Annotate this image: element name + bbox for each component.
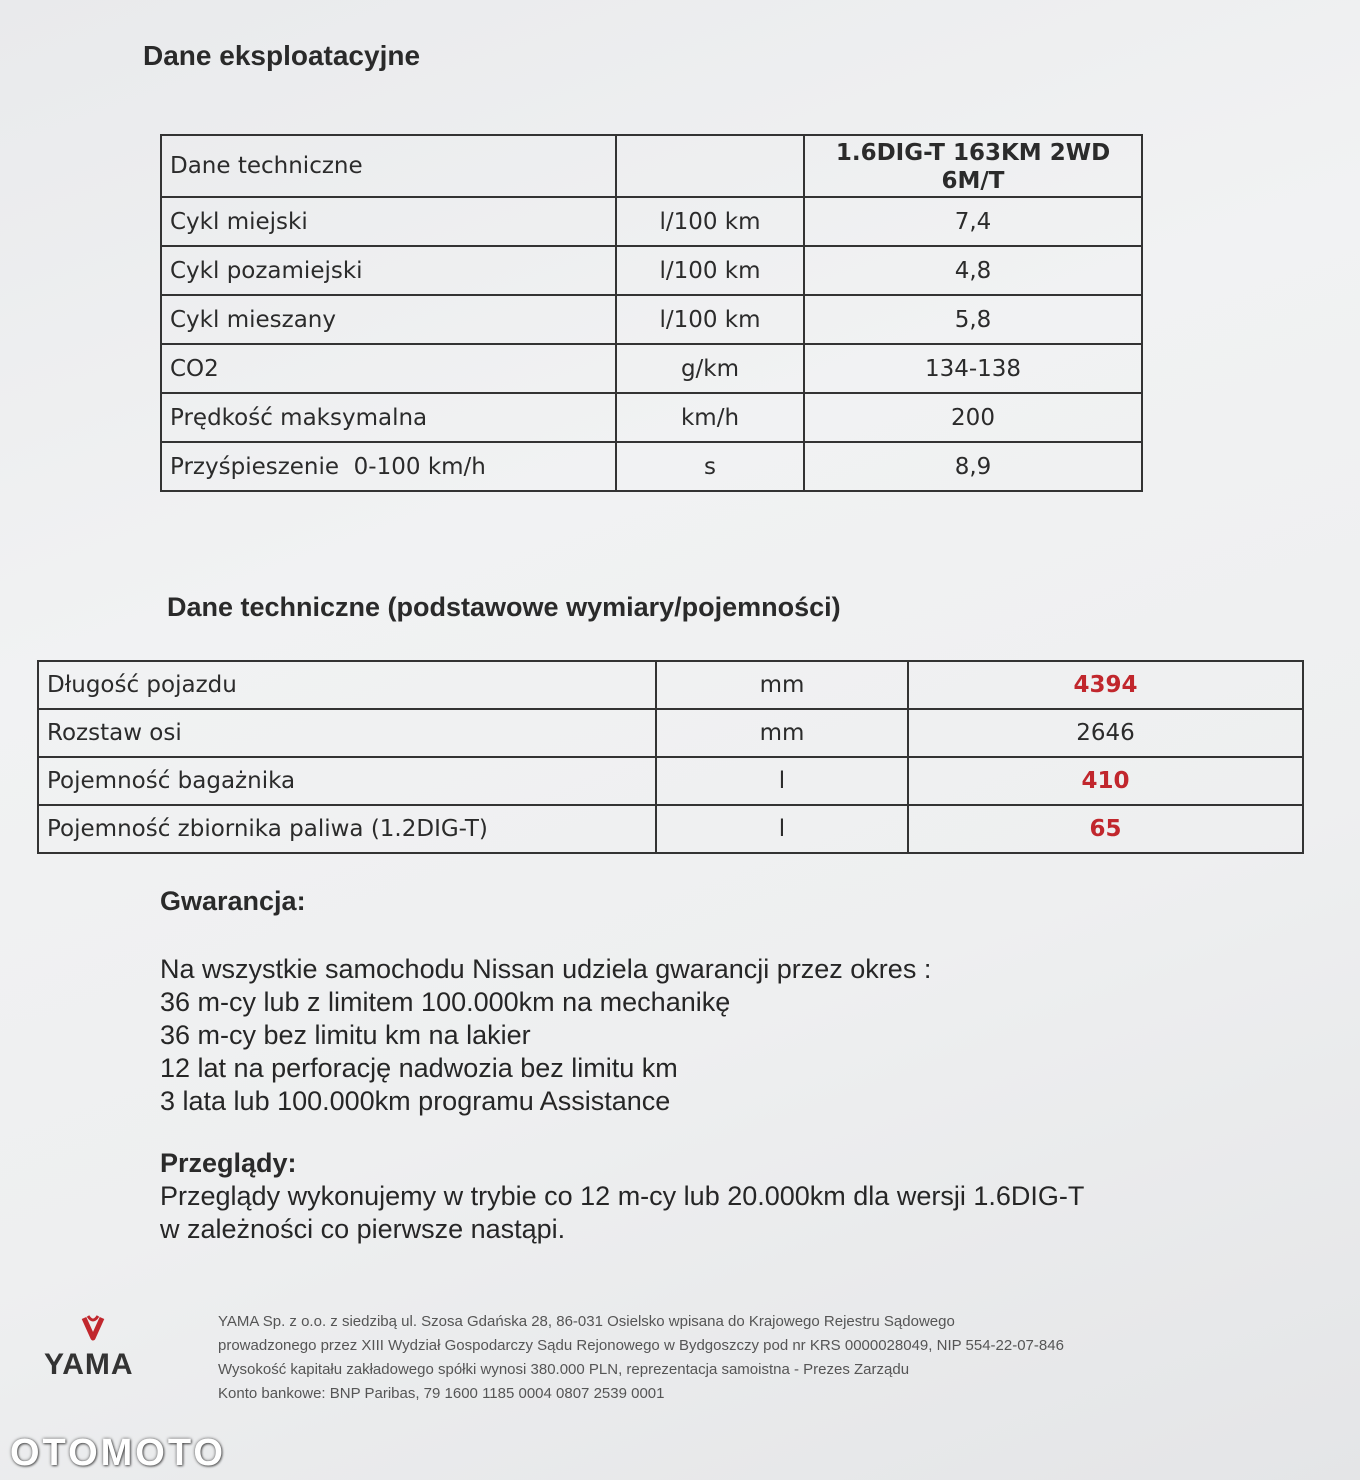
row-label: Cykl pozamiejski (161, 246, 616, 295)
inspections-line: Przeglądy wykonujemy w trybie co 12 m-cy lub 20.000km dla wersji 1.6DIG-T (160, 1181, 1085, 1211)
row-label: Przyśpieszenie 0-100 km/h (161, 442, 616, 491)
table-row (38, 709, 1303, 757)
table-row (161, 393, 1142, 442)
row-label: Cykl miejski (161, 197, 616, 246)
guarantee-line: 36 m-cy lub z limitem 100.000km na mechanikę (160, 987, 731, 1017)
row-value: 5,8 (804, 295, 1142, 344)
company-logo (44, 1312, 164, 1392)
logo-text: YAMA (44, 1348, 134, 1381)
otomoto-watermark: OTOMOTO (10, 1432, 226, 1474)
row-label: CO2 (161, 344, 616, 393)
row-value-highlighted: 65 (908, 805, 1303, 853)
guarantee-line: Na wszystkie samochodu Nissan udziela gwarancji przez okres : (160, 954, 932, 984)
row-unit: l/100 km (616, 197, 804, 246)
row-value: 200 (804, 393, 1142, 442)
row-unit: g/km (616, 344, 804, 393)
table-row (161, 295, 1142, 344)
row-unit: s (616, 442, 804, 491)
inspections-title: Przeglądy: (160, 1148, 297, 1178)
row-unit: l (656, 805, 908, 853)
row-value: 4,8 (804, 246, 1142, 295)
model-name-line2: 6M/T (941, 168, 1005, 194)
table-row (38, 757, 1303, 805)
model-header-cell (804, 135, 1142, 197)
row-value: 7,4 (804, 197, 1142, 246)
footer-line: YAMA Sp. z o.o. z siedzibą ul. Szosa Gdańska 28, 86-031 Osielsko wpisana do Krajowego Rejestru Sądowego (218, 1313, 955, 1330)
table-header-row (161, 135, 1142, 197)
operational-data-table (160, 134, 1143, 492)
row-unit: mm (656, 709, 908, 757)
footer-line: prowadzonego przez XIII Wydział Gospodarczy Sądu Rejonowego w Bydgoszczy pod nr KRS 0000028049, NIP 554-22-07-846 (218, 1337, 1064, 1354)
yama-emblem-icon (44, 1312, 164, 1352)
row-label: Prędkość maksymalna (161, 393, 616, 442)
inspections-line: w zależności co pierwsze nastąpi. (160, 1214, 566, 1244)
row-unit: l (656, 757, 908, 805)
section-title-dimensions: Dane techniczne (podstawowe wymiary/pojemności) (167, 592, 841, 622)
row-value: 8,9 (804, 442, 1142, 491)
row-value: 2646 (908, 709, 1303, 757)
section-title-operational: Dane eksploatacyjne (143, 40, 421, 71)
row-label: Rozstaw osi (38, 709, 656, 757)
footer-line: Wysokość kapitału zakładowego spółki wynosi 380.000 PLN, reprezentacja samoistna - Prezes Zarządu (218, 1361, 910, 1378)
guarantee-line: 3 lata lub 100.000km programu Assistance (160, 1086, 671, 1116)
row-value-highlighted: 4394 (908, 661, 1303, 709)
row-unit: mm (656, 661, 908, 709)
row-label: Pojemność zbiornika paliwa (1.2DIG-T) (38, 805, 656, 853)
row-unit: l/100 km (616, 295, 804, 344)
guarantee-line: 36 m-cy bez limitu km na lakier (160, 1020, 531, 1050)
row-unit: l/100 km (616, 246, 804, 295)
inspections-text (160, 1180, 1310, 1246)
footer-line: Konto bankowe: BNP Paribas, 79 1600 1185 0004 0807 2539 0001 (218, 1385, 665, 1402)
guarantee-title: Gwarancja: (160, 886, 306, 916)
table-row (38, 661, 1303, 709)
guarantee-text (160, 953, 1260, 1118)
header-unit-cell (616, 135, 804, 197)
row-label: Cykl mieszany (161, 295, 616, 344)
table-row (161, 246, 1142, 295)
header-label-cell: Dane techniczne (161, 135, 616, 197)
guarantee-line: 12 lat na perforację nadwozia bez limitu km (160, 1053, 678, 1083)
row-label: Długość pojazdu (38, 661, 656, 709)
dimensions-table (37, 660, 1304, 854)
row-unit: km/h (616, 393, 804, 442)
row-label: Pojemność bagażnika (38, 757, 656, 805)
table-row (161, 442, 1142, 491)
row-value: 134-138 (804, 344, 1142, 393)
company-footer (218, 1310, 1064, 1406)
table-row (161, 344, 1142, 393)
table-row (161, 197, 1142, 246)
table-row (38, 805, 1303, 853)
row-value-highlighted: 410 (908, 757, 1303, 805)
model-name-line1: 1.6DIG-T 163KM 2WD (835, 140, 1111, 166)
